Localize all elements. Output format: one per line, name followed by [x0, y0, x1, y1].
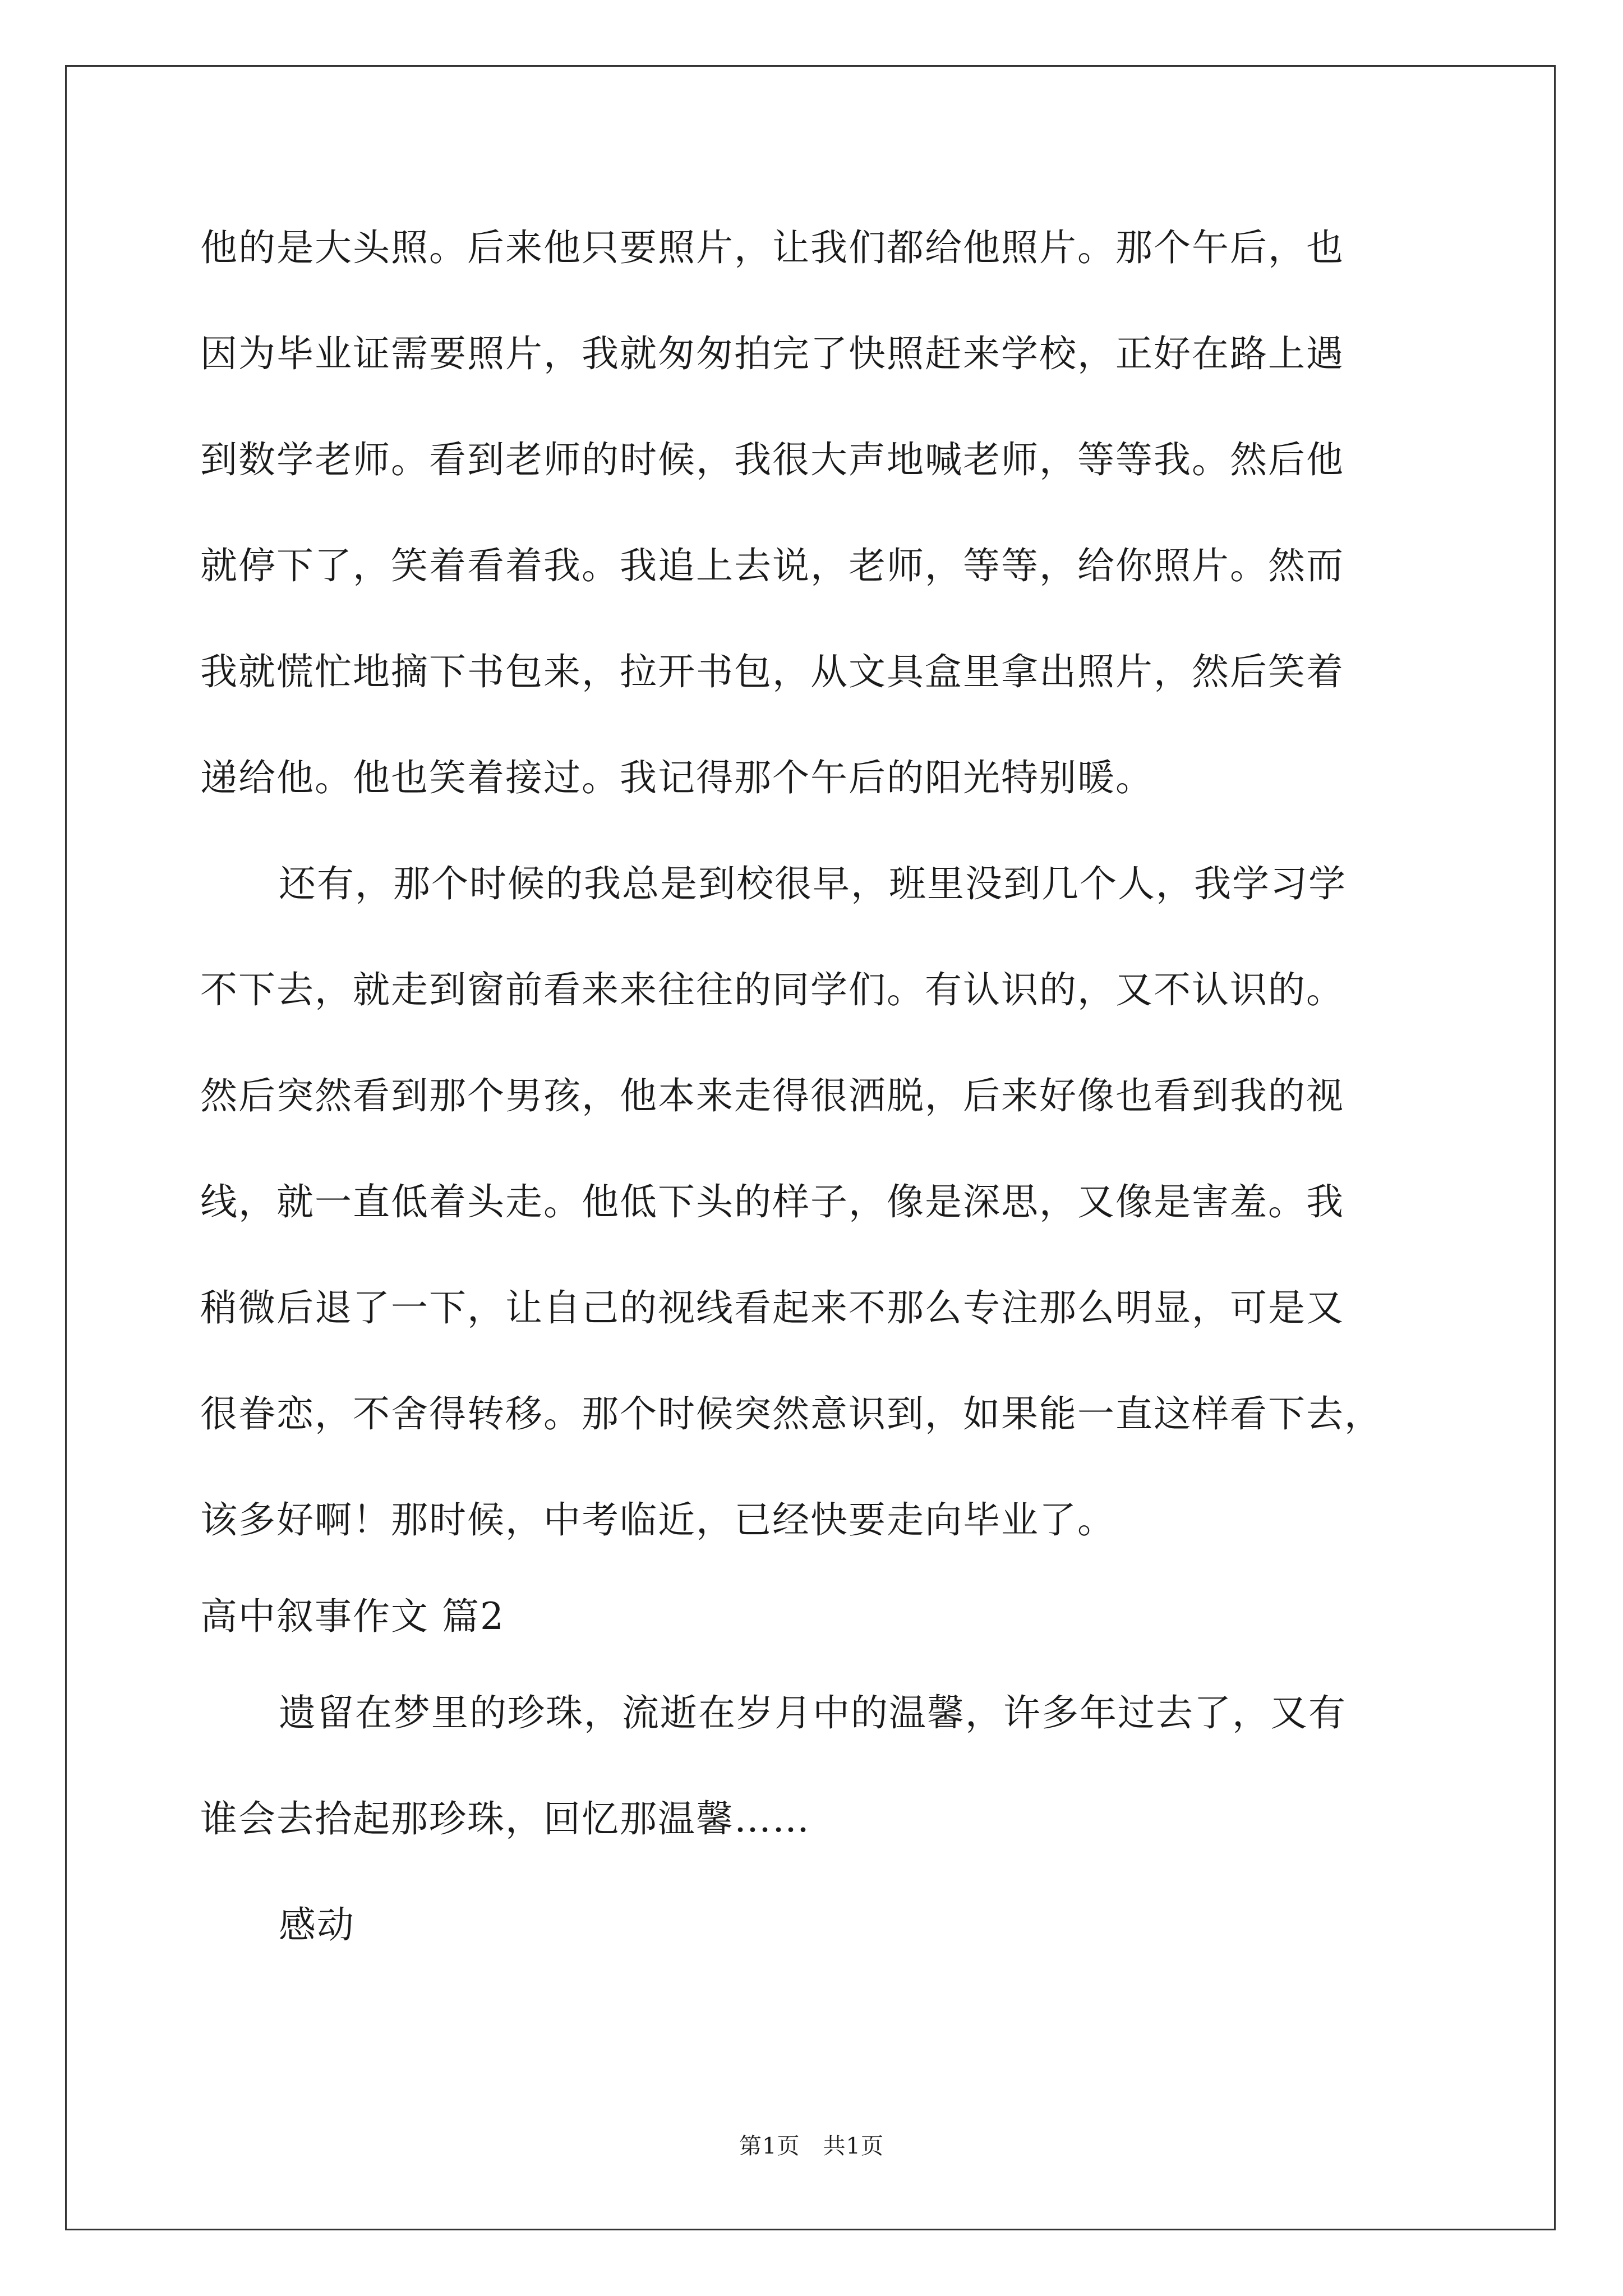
text-line: 我就慌忙地摘下书包来，拉开书包，从文具盒里拿出照片，然后笑着 — [200, 650, 1344, 693]
text-line: 到数学老师。看到老师的时候，我很大声地喊老师，等等我。然后他 — [200, 438, 1344, 481]
page-footer: 第1页 共1页 — [739, 2133, 884, 2159]
text-line: 谁会去拾起那珍珠，回忆那温馨…… — [200, 1797, 810, 1841]
text-line: 不下去，就走到窗前看来来往往的同学们。有认识的，又不认识的。 — [200, 968, 1344, 1011]
text-line: 该多好啊！那时候，中考临近，已经快要走向毕业了。 — [200, 1498, 1115, 1542]
section-heading: 高中叙事作文 篇2 — [200, 1595, 505, 1638]
text-line: 稍微后退了一下，让自己的视线看起来不那么专注那么明显，可是又 — [200, 1286, 1344, 1329]
text-line: 他的是大头照。后来他只要照片，让我们都给他照片。那个午后，也 — [200, 226, 1344, 269]
text-line: 因为毕业证需要照片，我就匆匆拍完了快照赶来学校，正好在路上遇 — [200, 332, 1344, 375]
paragraph-first-line: 遗留在梦里的珍珠，流逝在岁月中的温馨，许多年过去了，又有 — [279, 1691, 1347, 1734]
paragraph-first-line: 感动 — [279, 1903, 355, 1947]
text-line: 很眷恋，不舍得转移。那个时候突然意识到，如果能一直这样看下去， — [200, 1392, 1382, 1435]
paragraph-first-line: 还有，那个时候的我总是到校很早，班里没到几个人，我学习学 — [279, 862, 1347, 905]
text-line: 然后突然看到那个男孩，他本来走得很洒脱，后来好像也看到我的视 — [200, 1074, 1344, 1117]
text-line: 线，就一直低着头走。他低下头的样子，像是深思，又像是害羞。我 — [200, 1180, 1344, 1223]
text-line: 就停下了，笑着看着我。我追上去说，老师，等等，给你照片。然而 — [200, 544, 1344, 587]
text-line: 递给他。他也笑着接过。我记得那个午后的阳光特别暖。 — [200, 756, 1154, 799]
